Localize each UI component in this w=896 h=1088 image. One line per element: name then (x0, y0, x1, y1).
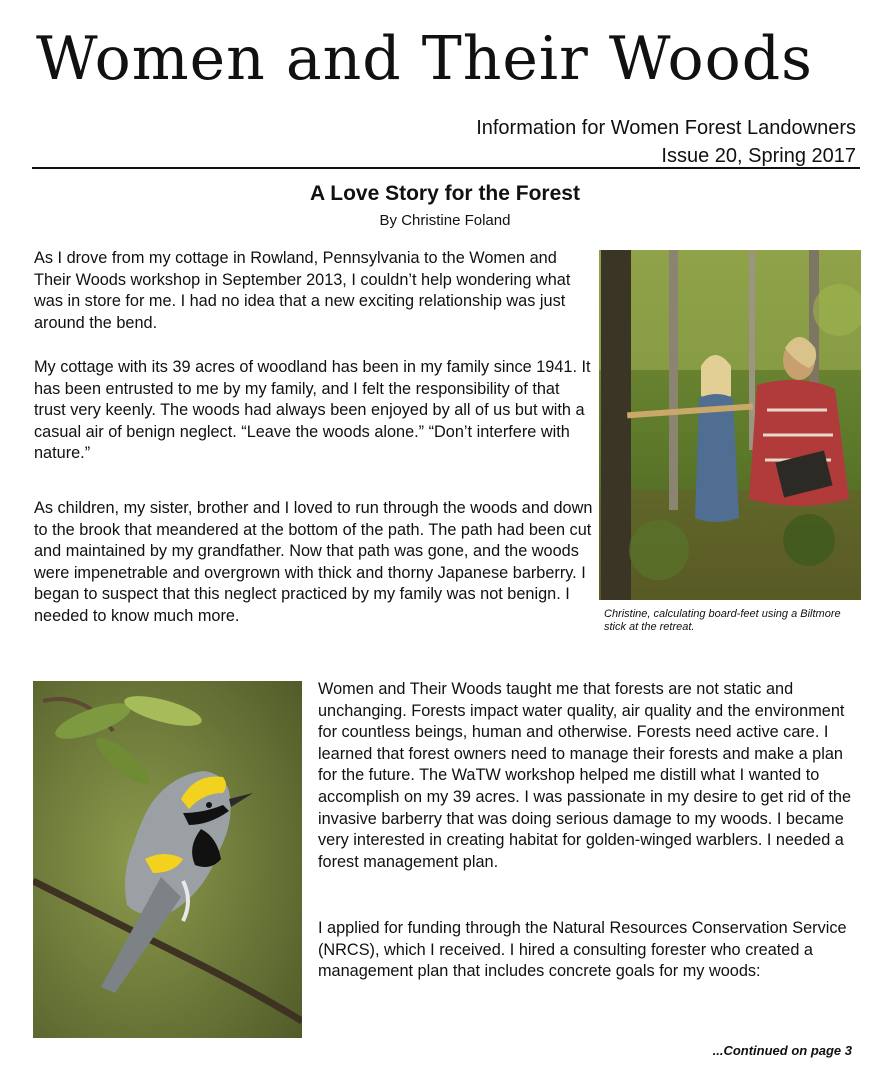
newsletter-title: Women and Their Woods (36, 24, 813, 94)
tagline: Information for Women Forest Landowners (476, 117, 856, 139)
issue-line: Issue 20, Spring 2017 (661, 145, 856, 167)
continued-note: ...Continued on page 3 (712, 1043, 852, 1058)
newsletter-subtitle (476, 114, 856, 170)
forest-photo-image (599, 250, 861, 600)
warbler-photo (33, 681, 302, 1038)
paragraph-5: I applied for funding through the Natural Resources Conservation Service (NRCS), which I received. I hired a consulting forester who created a management plan that includes concrete goals for my woods: (318, 919, 847, 981)
header-rule (32, 167, 860, 169)
photo-caption: Christine, calculating board-feet using a Biltmore stick at the retreat. (604, 608, 841, 633)
forest-photo (599, 250, 861, 600)
paragraph-2: My cottage with its 39 acres of woodland has been in my family since 1941. It has been entrusted to me by my family, and I felt the responsibility of that trust very keenly. The woods had always been enjoyed by all of us but with a casual air of benign neglect. “Leave the woods alone.” “Don’t interfere with nature.” (34, 358, 591, 463)
paragraph-3: As children, my sister, brother and I loved to run through the woods and down to the brook that meandered at the bottom of the path. The path had been cut and maintained by my grandfather. Now that path was gone, and the woods were impenetrable and overgrown with thick and thorny Japanese barberry. I began to suspect that this neglect practiced by my family was not benign. I needed to know much more. (34, 499, 593, 625)
article-byline: By Christine Foland (379, 212, 511, 229)
paragraph-4: Women and Their Woods taught me that forests are not static and unchanging. Forests impact water quality, air quality and the environment for countless beings, human and otherwise. Forests need active care. I learned that forest owners need to manage their forests and make a plan for the future. The WaTW workshop helped me distill what I wanted to accomplish on my 39 acres. I was passionate in my desire to get rid of the invasive barberry that was doing serious damage to my woods. I became very interested in creating habitat for golden-winged warblers. I needed a forest management plan. (318, 680, 852, 871)
article-title: A Love Story for the Forest (310, 182, 580, 205)
warbler-photo-image (33, 681, 302, 1038)
paragraph-1: As I drove from my cottage in Rowland, Pennsylvania to the Women and Their Woods workshop in September 2013, I couldn’t help wondering what was in store for me. I had no idea that a new exciting relationship was just around the bend. (34, 249, 571, 332)
